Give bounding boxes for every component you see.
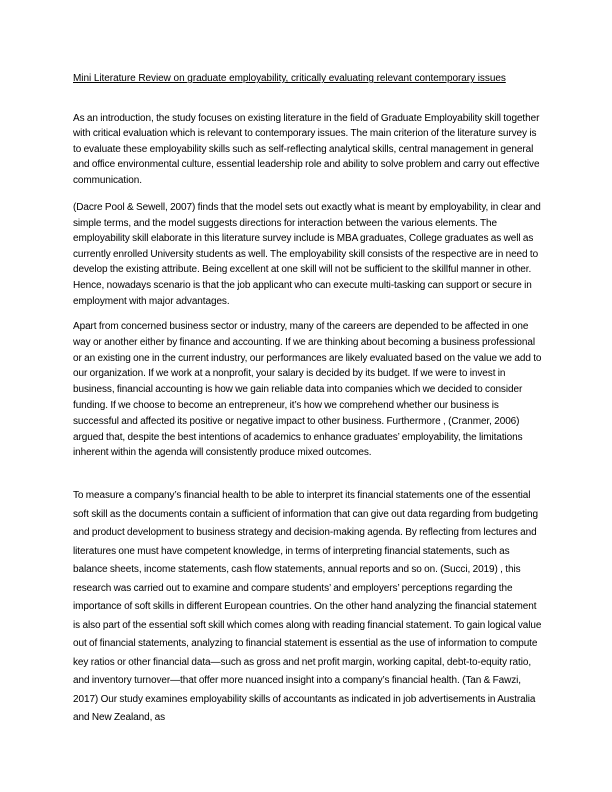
paragraph-introduction: As an introduction, the study focuses on existing literature in the field of Graduate Employability skill together with critical evaluation which is relevant to contemporary issues. The main criterion of the literature survey is to evaluate these employability skills such as self-reflecting analytical skills, central management in general and office environmental culture, essential leadership role and ability to solve problem and carry out effective communication. [73,113,540,186]
paragraph-financial-statements: To measure a company’s financial health to be able to interpret its financial statements one of the essential soft skill as the documents contain a sufficient of information that can give out data regarding from budgeting and product development to business strategy and decision-making agenda. By reflecting from lectures and literatures one must have competent knowledge, in terms of interpreting financial statements, such as balance sheets, income statements, cash flow statements, annual reports and so on. (Succi, 2019) , this research was carried out to examine and compare students’ and employers’ perceptions regarding the importance of soft skills in different European countries. On the other hand analyzing the financial statement is also part of the essential soft skill which comes along with reading financial statement. To gain logical value out of financial statements, analyzing to financial statement is essential as the use of information to compute key ratios or other financial data—such as gross and net profit margin, working capital, debt-to-equity ratio, and inventory turnover—that offer more nuanced insight into a company’s financial health. (Tan & Fawzi, 2017) Our study examines employability skills of accountants as indicated in job advertisements in Australia and New Zealand, as [73,490,542,723]
document-title: Mini Literature Review on graduate employability, critically evaluating relevant contemporary issues [73,73,506,84]
paragraph-employability-model: (Dacre Pool & Sewell, 2007) finds that the model sets out exactly what is meant by employability, in clear and simple terms, and the model suggests directions for interaction between the various elements. The employability skill elaborate in this literature survey include is MBA graduates, College graduates as well as currently enrolled University students as well. The employability skill consists of the respective are in need to develop the existing attribute. Being excellent at one skill will not be sufficient to the skillful manner in other. Hence, nowadays scenario is that the job applicant who can execute multi-tasking can support or secure in employment with major advantages. [73,202,541,307]
paragraph-finance-accounting: Apart from concerned business sector or industry, many of the careers are depended to be affected in one way or another either by finance and accounting. If we are thinking about becoming a business professional or an existing one in the current industry, our performances are likely evaluated based on the value we add to our organization. If we work at a nonprofit, your salary is decided by its budget. If we were to invest in business, financial accounting is how we gain reliable data into companies which we decided to consider funding. If we choose to become an entrepreneur, it’s how we comprehend whether our business is successful and affected its positive or negative impact to other business. Furthermore , (Cranmer, 2006) argued that, despite the best intentions of academics to enhance graduates’ employability, the limitations inherent within the agenda will consistently produce mixed outcomes. [73,321,542,459]
